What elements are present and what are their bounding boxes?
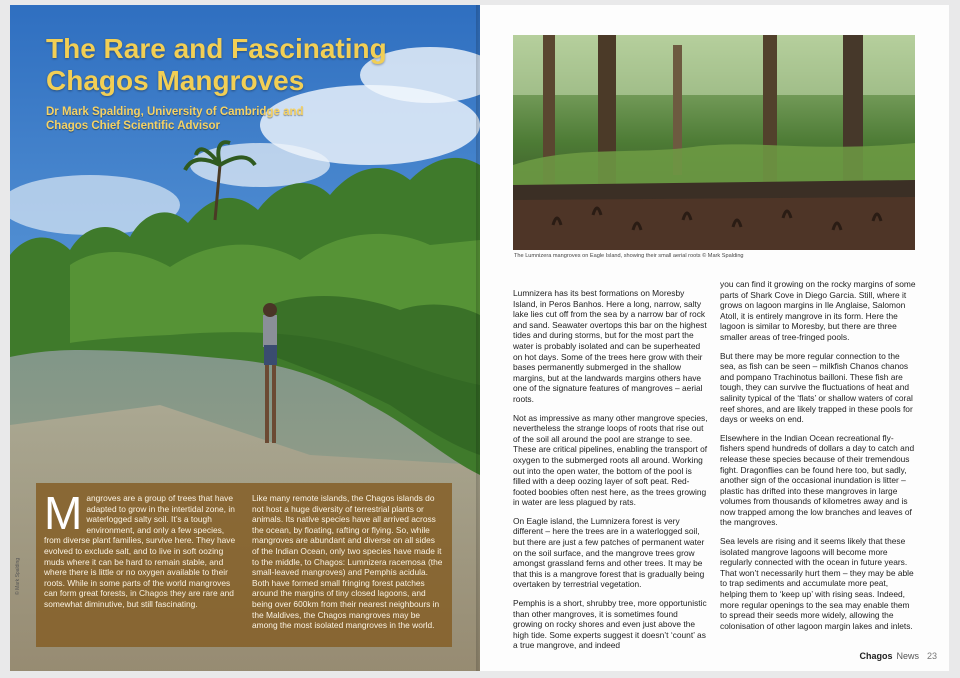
body-paragraph: Lumnizera has its best formations on Moresby Island, in Peros Banhos. Here a long, narrow, salty lake lies cut off from the sea by a narrow bar of rock and sand. Seawater overtops this bar on the highest tides and during storms, but for the most part the water is probably isolated and can be superheated on hot days. Some of the trees here grow with their bases permanently submerged in the shallow margins, but at the landwards margins others have one of the signature features of mangroves – aerial roots. (513, 288, 707, 404)
body-paragraph: On Eagle island, the Lumnizera forest is very different – here the trees are in a waterlogged soil, but there are just a few patches of permanent water on the soil surface, and the mangrove trees grow amongst grassland ferns and other trees. It may be that this is a mangrove forest that is gradually being overtaken by terrestrial vegetation. (513, 515, 705, 590)
page-footer (859, 651, 937, 661)
left-page (10, 5, 480, 671)
intro-paragraph-1: angroves are a group of trees that have adapted to grow in the intertidal zone, in waterlogged salty soil. It’s a tough environment, and only a few species, from diverse plant families, survive here. They have evolved to exclude salt, and to live in soft oozing muds where it can be hard to remain stable, and where there is little or no oxygen available to their roots. While in some parts of the world mangroves can form great forests, in Chagos they are rare and somewhat diminutive, but still fascinating. (44, 493, 236, 609)
drop-cap: M (44, 487, 83, 539)
body-paragraph: Not as impressive as many other mangrove species, nevertheless the strange loops of roots that rise out of the soil all around the pool are strange to see. These are critical pipelines, enabling the transport of oxygen to the submerged roots all around. Working out into the open water, the bottom of the pool is filled with a deep oozing layer of soft peat. Red-footed boobies often nest here, as the trees growing in water are less plagued by rats. (513, 412, 708, 508)
right-page (480, 5, 949, 671)
body-paragraph: Elsewhere in the Indian Ocean recreational fly-fishers spend hundreds of dollars a day to catch and release these species because of their tremendous fight. Dragonflies can be found here too, but sadly, another sign of the occasional inundation is litter – plastic has drifted into these mangroves in large volumes from thousands of kilometres away and is now trapped among the low branches and leaves of the mangroves. (720, 432, 915, 528)
body-paragraph: Pemphis is a short, shrubby tree, more opportunistic than other mangroves, it is sometimes found growing on rocky shores and even just above the high tide. Some experts suggest it doesn’t ‘count’ as a true mangrove, and indeed (513, 598, 707, 651)
author-byline: Dr Mark Spalding, University of Cambridge and Chagos Chief Scientific Advisor (46, 106, 304, 132)
body-paragraph: Sea levels are rising and it seems likely that these isolated mangrove lagoons will become more regularly connected with the ocean in future years. That won’t necessarily hurt them – they may be able to trap sediments and accumulate more peat, helping them to ‘keep up’ with rising seas. Indeed, more regular openings to the sea may enable them to spread their seeds more widely, allowing the colonisation of other lagoon margin lakes and inlets. (720, 536, 914, 631)
photo-credit: © Mark Spalding (15, 557, 21, 595)
intro-box (36, 483, 452, 647)
intro-column-1 (44, 487, 236, 610)
intro-column-2 (252, 493, 444, 631)
footer-brand: Chagos (859, 651, 893, 661)
body-paragraph: you can find it growing on the rocky margins of some parts of Shark Cove in Diego Garcia. Still, where it grows on lagoon margins in Ile Anglaise, Salomon Atoll, it is entirely mangrove in its form. Here the lagoon is similar to Moresby, but there are three smaller areas of tree-fringed pools. (720, 279, 916, 342)
body-column-1 (513, 288, 709, 659)
intro-paragraph-2: Like many remote islands, the Chagos islands do not host a huge diversity of terrestrial plants or animals. Its native species have all arrived across the ocean, by floating, rafting or flying. So, while mangroves are abundant and diverse on all sides of the Indian Ocean, only two species have made it to the middle, to Chagos: Lumnizera racemosa (the small-leaved mangroves) and Pemphis acidula. Both have formed small fringing forest patches around the margins of tiny closed lagoons, and being over 600km from their nearest neighbours in the Maldives, the Chagos mangroves may be among the most isolated mangroves in the world. (252, 493, 443, 631)
body-paragraph: But there may be more regular connection to the sea, as fish can be seen – milkfish Chanos chanos and pompano Trachinotus bailloni. These fish are tough, they can survive the fluctuations of heat and salinity typical of the ‘flats’ or shallow waters of coral reef shores, and are likely trapped in these pools for days or weeks on end. (720, 350, 913, 425)
page-number: 23 (926, 651, 937, 661)
body-column-2 (720, 279, 916, 639)
article-title: The Rare and Fascinating Chagos Mangroves (46, 33, 387, 96)
photo-caption: The Lumnizera mangroves on Eagle Island, showing their small aerial roots © Mark Spalding (514, 253, 744, 259)
footer-news: News (896, 651, 919, 661)
mangrove-forest-photo (513, 35, 915, 250)
